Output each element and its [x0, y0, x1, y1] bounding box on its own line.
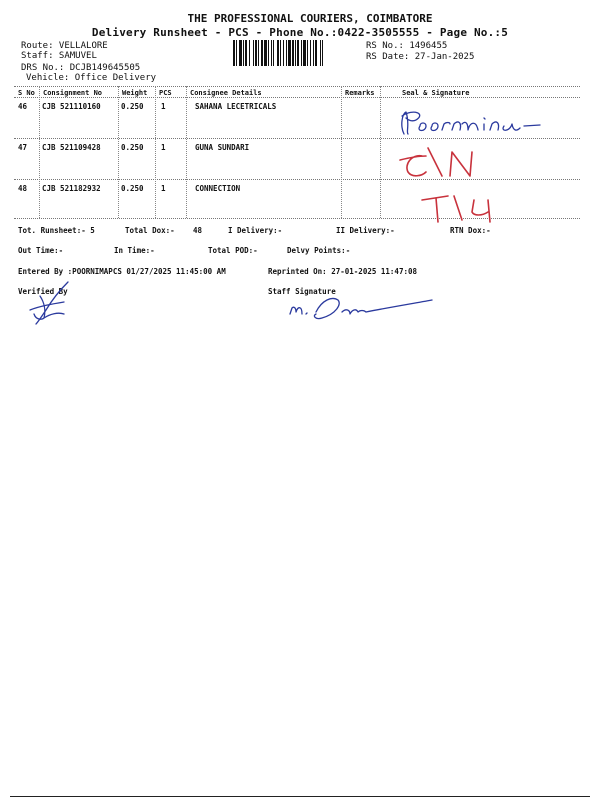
rs-date: RS Date: 27-Jan-2025 — [366, 52, 475, 62]
route-label: Route: VELLALORE — [21, 41, 108, 51]
handwritten-note-row3 — [418, 192, 502, 226]
runsheet-subtitle: Delivery Runsheet - PCS - Phone No.:0422-3505555 - Page No.:5 — [91, 26, 509, 39]
rs-number: RS No.: 1496455 — [366, 41, 448, 51]
vehicle-label: Vehicle: Office Delivery — [26, 73, 157, 83]
row-weight: 0.250 — [121, 184, 144, 193]
column-divider — [380, 86, 381, 218]
in-time: In Time:- — [114, 246, 155, 255]
verified-by-label: Verified By — [18, 287, 68, 296]
row-weight: 0.250 — [121, 102, 144, 111]
staff-label: Staff: SAMUVEL — [21, 51, 97, 61]
delvy-points: Delvy Points:- — [287, 246, 351, 255]
row-sno: 46 — [18, 102, 28, 111]
column-divider — [155, 86, 156, 218]
row-pcs: 1 — [161, 184, 166, 193]
col-header-weight: Weight — [122, 89, 148, 97]
row-pcs: 1 — [161, 102, 166, 111]
staff-signature — [286, 292, 436, 326]
row-weight: 0.250 — [121, 143, 144, 152]
column-divider — [341, 86, 342, 218]
col-header-remarks: Remarks — [345, 89, 375, 97]
row-pcs: 1 — [161, 143, 166, 152]
table-top-rule — [14, 86, 580, 87]
entered-by: Entered By :POORNIMAPCS 01/27/2025 11:45:00 AM — [18, 267, 226, 276]
drs-label: DRS No.: DCJB149645505 — [21, 63, 141, 73]
handwritten-signature-row1 — [392, 104, 542, 140]
total-pod: Total POD:- — [208, 246, 258, 255]
tot-runsheet: Tot. Runsheet:- 5 — [18, 226, 95, 235]
table-header-rule — [14, 97, 580, 98]
column-divider — [39, 86, 40, 218]
i-delivery: I Delivery:- — [228, 226, 283, 235]
col-header-seal-signature: Seal & Signature — [402, 89, 470, 97]
handwritten-note-row2 — [398, 146, 494, 180]
row-divider — [14, 179, 580, 180]
row-consignment: CJB 521182932 — [42, 184, 101, 193]
row-consignee: SAHANA LECETRICALS — [195, 102, 277, 111]
total-dox-label: Total Dox:- — [125, 226, 175, 235]
col-header-consignment: Consignment No — [43, 89, 103, 97]
row-consignee: GUNA SUNDARI — [195, 143, 250, 152]
row-consignment: CJB 521110160 — [42, 102, 101, 111]
ii-delivery: II Delivery:- — [336, 226, 395, 235]
page-bottom-edge — [10, 796, 590, 797]
col-header-pcs: PCS — [159, 89, 172, 97]
barcode-image — [233, 40, 357, 66]
column-divider — [118, 86, 119, 218]
row-sno: 48 — [18, 184, 28, 193]
rtn-dox: RTN Dox:- — [450, 226, 491, 235]
staff-signature-label: Staff Signature — [268, 287, 336, 296]
verified-signature — [24, 280, 84, 326]
col-header-consignee: Consignee Details — [190, 89, 262, 97]
reprinted-on: Reprinted On: 27-01-2025 11:47:08 — [268, 267, 418, 276]
col-header-sno: S No — [18, 89, 35, 97]
out-time: Out Time:- — [18, 246, 64, 255]
row-consignment: CJB 521109428 — [42, 143, 101, 152]
total-dox-value: 48 — [193, 226, 203, 235]
company-title: THE PROFESSIONAL COURIERS, COIMBATORE — [187, 12, 433, 25]
column-divider — [186, 86, 187, 218]
row-sno: 47 — [18, 143, 28, 152]
row-consignee: CONNECTION — [195, 184, 241, 193]
